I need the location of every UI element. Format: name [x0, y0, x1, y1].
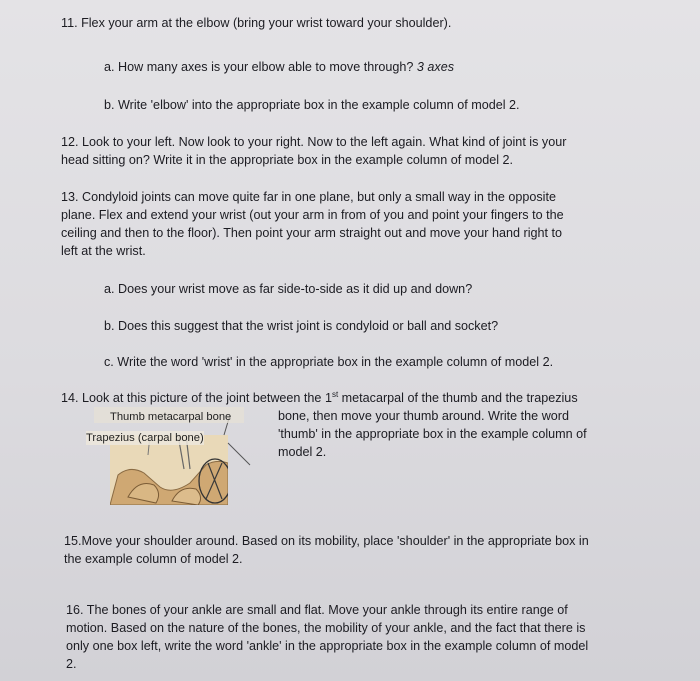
q13-line2: plane. Flex and extend your wrist (out your arm in from of you and point your fingers to the [61, 208, 564, 222]
q13-line4: left at the wrist. [61, 244, 146, 258]
figure-label-trapezius: Trapezius (carpal bone) [86, 432, 204, 444]
figure-label-thumb-metacarpal: Thumb metacarpal bone [110, 411, 232, 423]
q13-b: b. Does this suggest that the wrist joint is condyloid or ball and socket? [104, 319, 499, 333]
q13-a: a. Does your wrist move as far side-to-side as it did up and down? [104, 282, 473, 296]
q14-line4: model 2. [278, 445, 327, 459]
q15-line2: the example column of model 2. [64, 552, 243, 566]
q13-c: c. Write the word 'wrist' in the appropriate box in the example column of model 2. [104, 355, 554, 369]
q11-b: b. Write 'elbow' into the appropriate box in the example column of model 2. [104, 98, 520, 112]
q15-line1: 15.Move your shoulder around. Based on its mobility, place 'shoulder' in the appropriate box in [64, 534, 589, 548]
q11-a-answer: 3 axes [416, 60, 455, 74]
q14-line2: bone, then move your thumb around. Write the word [278, 409, 569, 423]
thumb-joint-figure [82, 405, 272, 505]
q16-line4: 2. [66, 657, 77, 671]
q14-line1-post: metacarpal of the thumb and the trapezius [338, 391, 578, 405]
q14-line1-pre: 14. Look at this picture of the joint between the 1 [61, 391, 332, 405]
q14-line1-sup: st [331, 389, 339, 399]
q16-line3: only one box left, write the word 'ankle' in the appropriate box in the example column of model [66, 639, 589, 653]
q16-line2: motion. Based on the nature of the bones, the mobility of your ankle, and the fact that there is [66, 621, 586, 635]
q16-line1: 16. The bones of your ankle are small and flat. Move your ankle through its entire range of [66, 603, 568, 617]
q14-line3: 'thumb' in the appropriate box in the example column of [278, 427, 587, 441]
q12-line2: head sitting on? Write it in the appropriate box in the example column of model 2. [61, 153, 514, 167]
q11-title: 11. Flex your arm at the elbow (bring your wrist toward your shoulder). [61, 16, 452, 30]
q11-a-line [104, 58, 454, 76]
q12-line1: 12. Look to your left. Now look to your right. Now to the left again. What kind of joint is your [61, 135, 567, 149]
q13-line3: ceiling and then to the floor). Then point your arm straight out and move your hand right to [61, 226, 563, 240]
q11-a-question: a. How many axes is your elbow able to move through? [104, 60, 414, 74]
q13-line1: 13. Condyloid joints can move quite far in one plane, but only a small way in the opposite [61, 190, 556, 204]
